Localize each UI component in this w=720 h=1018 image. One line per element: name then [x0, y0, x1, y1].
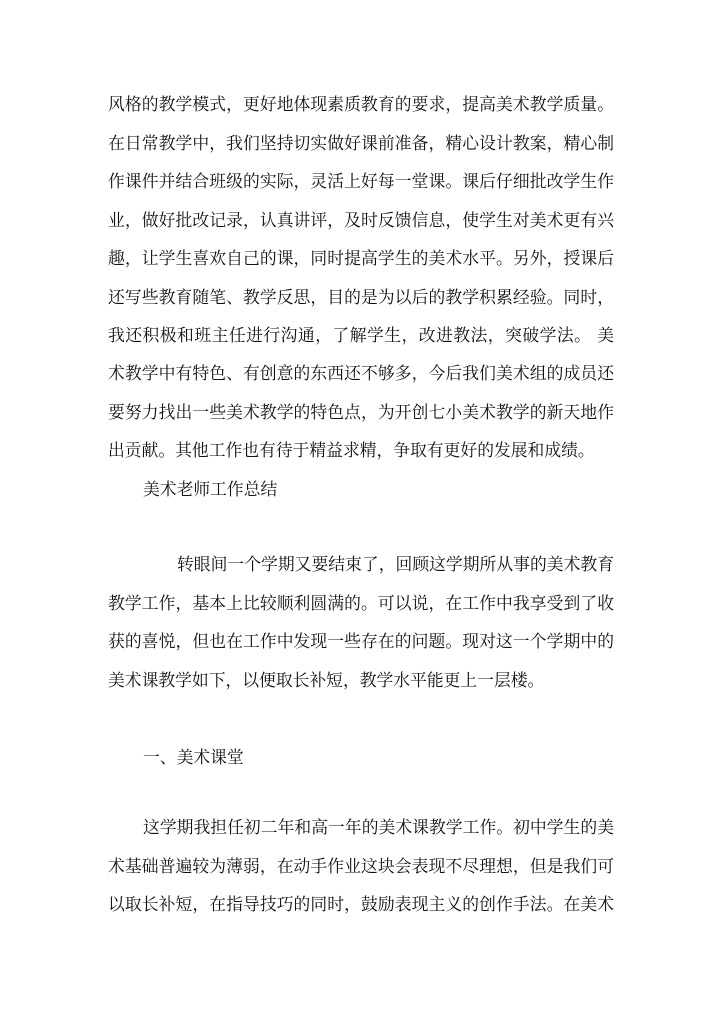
section-heading: 一、美术课堂	[143, 747, 244, 767]
text-line: 我还积极和班主任进行沟通，了解学生，改进教法，突破学法。 美	[108, 325, 614, 345]
text-line: 业，做好批改记录，认真讲评，及时反馈信息，使学生对美术更有兴	[108, 210, 614, 230]
text-line: 转眼间一个学期又要结束了，回顾这学期所从事的美术教育	[177, 554, 614, 574]
text-line: 以取长补短，在指导技巧的同时，鼓励表现主义的创作手法。在美术	[108, 894, 614, 914]
text-line: 这学期我担任初二年和高一年的美术课教学工作。初中学生的美	[143, 817, 614, 837]
text-line: 作课件并结合班级的实际，灵活上好每一堂课。课后仔细批改学生作	[108, 171, 614, 191]
text-line: 术教学中有特色、有创意的东西还不够多，今后我们美术组的成员还	[108, 363, 614, 383]
text-line: 获的喜悦，但也在工作中发现一些存在的问题。现对这一个学期中的	[108, 631, 614, 651]
text-line: 要努力找出一些美术教学的特色点，为开创七小美术教学的新天地作	[108, 402, 614, 422]
text-line: 美术课教学如下，以便取长补短，教学水平能更上一层楼。	[108, 670, 545, 690]
text-line: 教学工作，基本上比较顺利圆满的。可以说，在工作中我享受到了收	[108, 593, 614, 613]
text-line: 还写些教育随笔、教学反思，目的是为以后的教学积累经验。同时，	[108, 287, 614, 307]
document-title: 美术老师工作总结	[143, 479, 278, 499]
text-line: 在日常教学中，我们坚持切实做好课前准备，精心设计教案，精心制	[108, 133, 614, 153]
text-line: 风格的教学模式，更好地体现素质教育的要求，提高美术教学质量。	[108, 94, 614, 114]
text-line: 术基础普遍较为薄弱，在动手作业这块会表现不尽理想，但是我们可	[108, 856, 614, 876]
text-line: 出贡献。其他工作也有待于精益求精，争取有更好的发展和成绩。	[108, 440, 595, 460]
text-line: 趣，让学生喜欢自己的课，同时提高学生的美术水平。另外，授课后	[108, 248, 614, 268]
